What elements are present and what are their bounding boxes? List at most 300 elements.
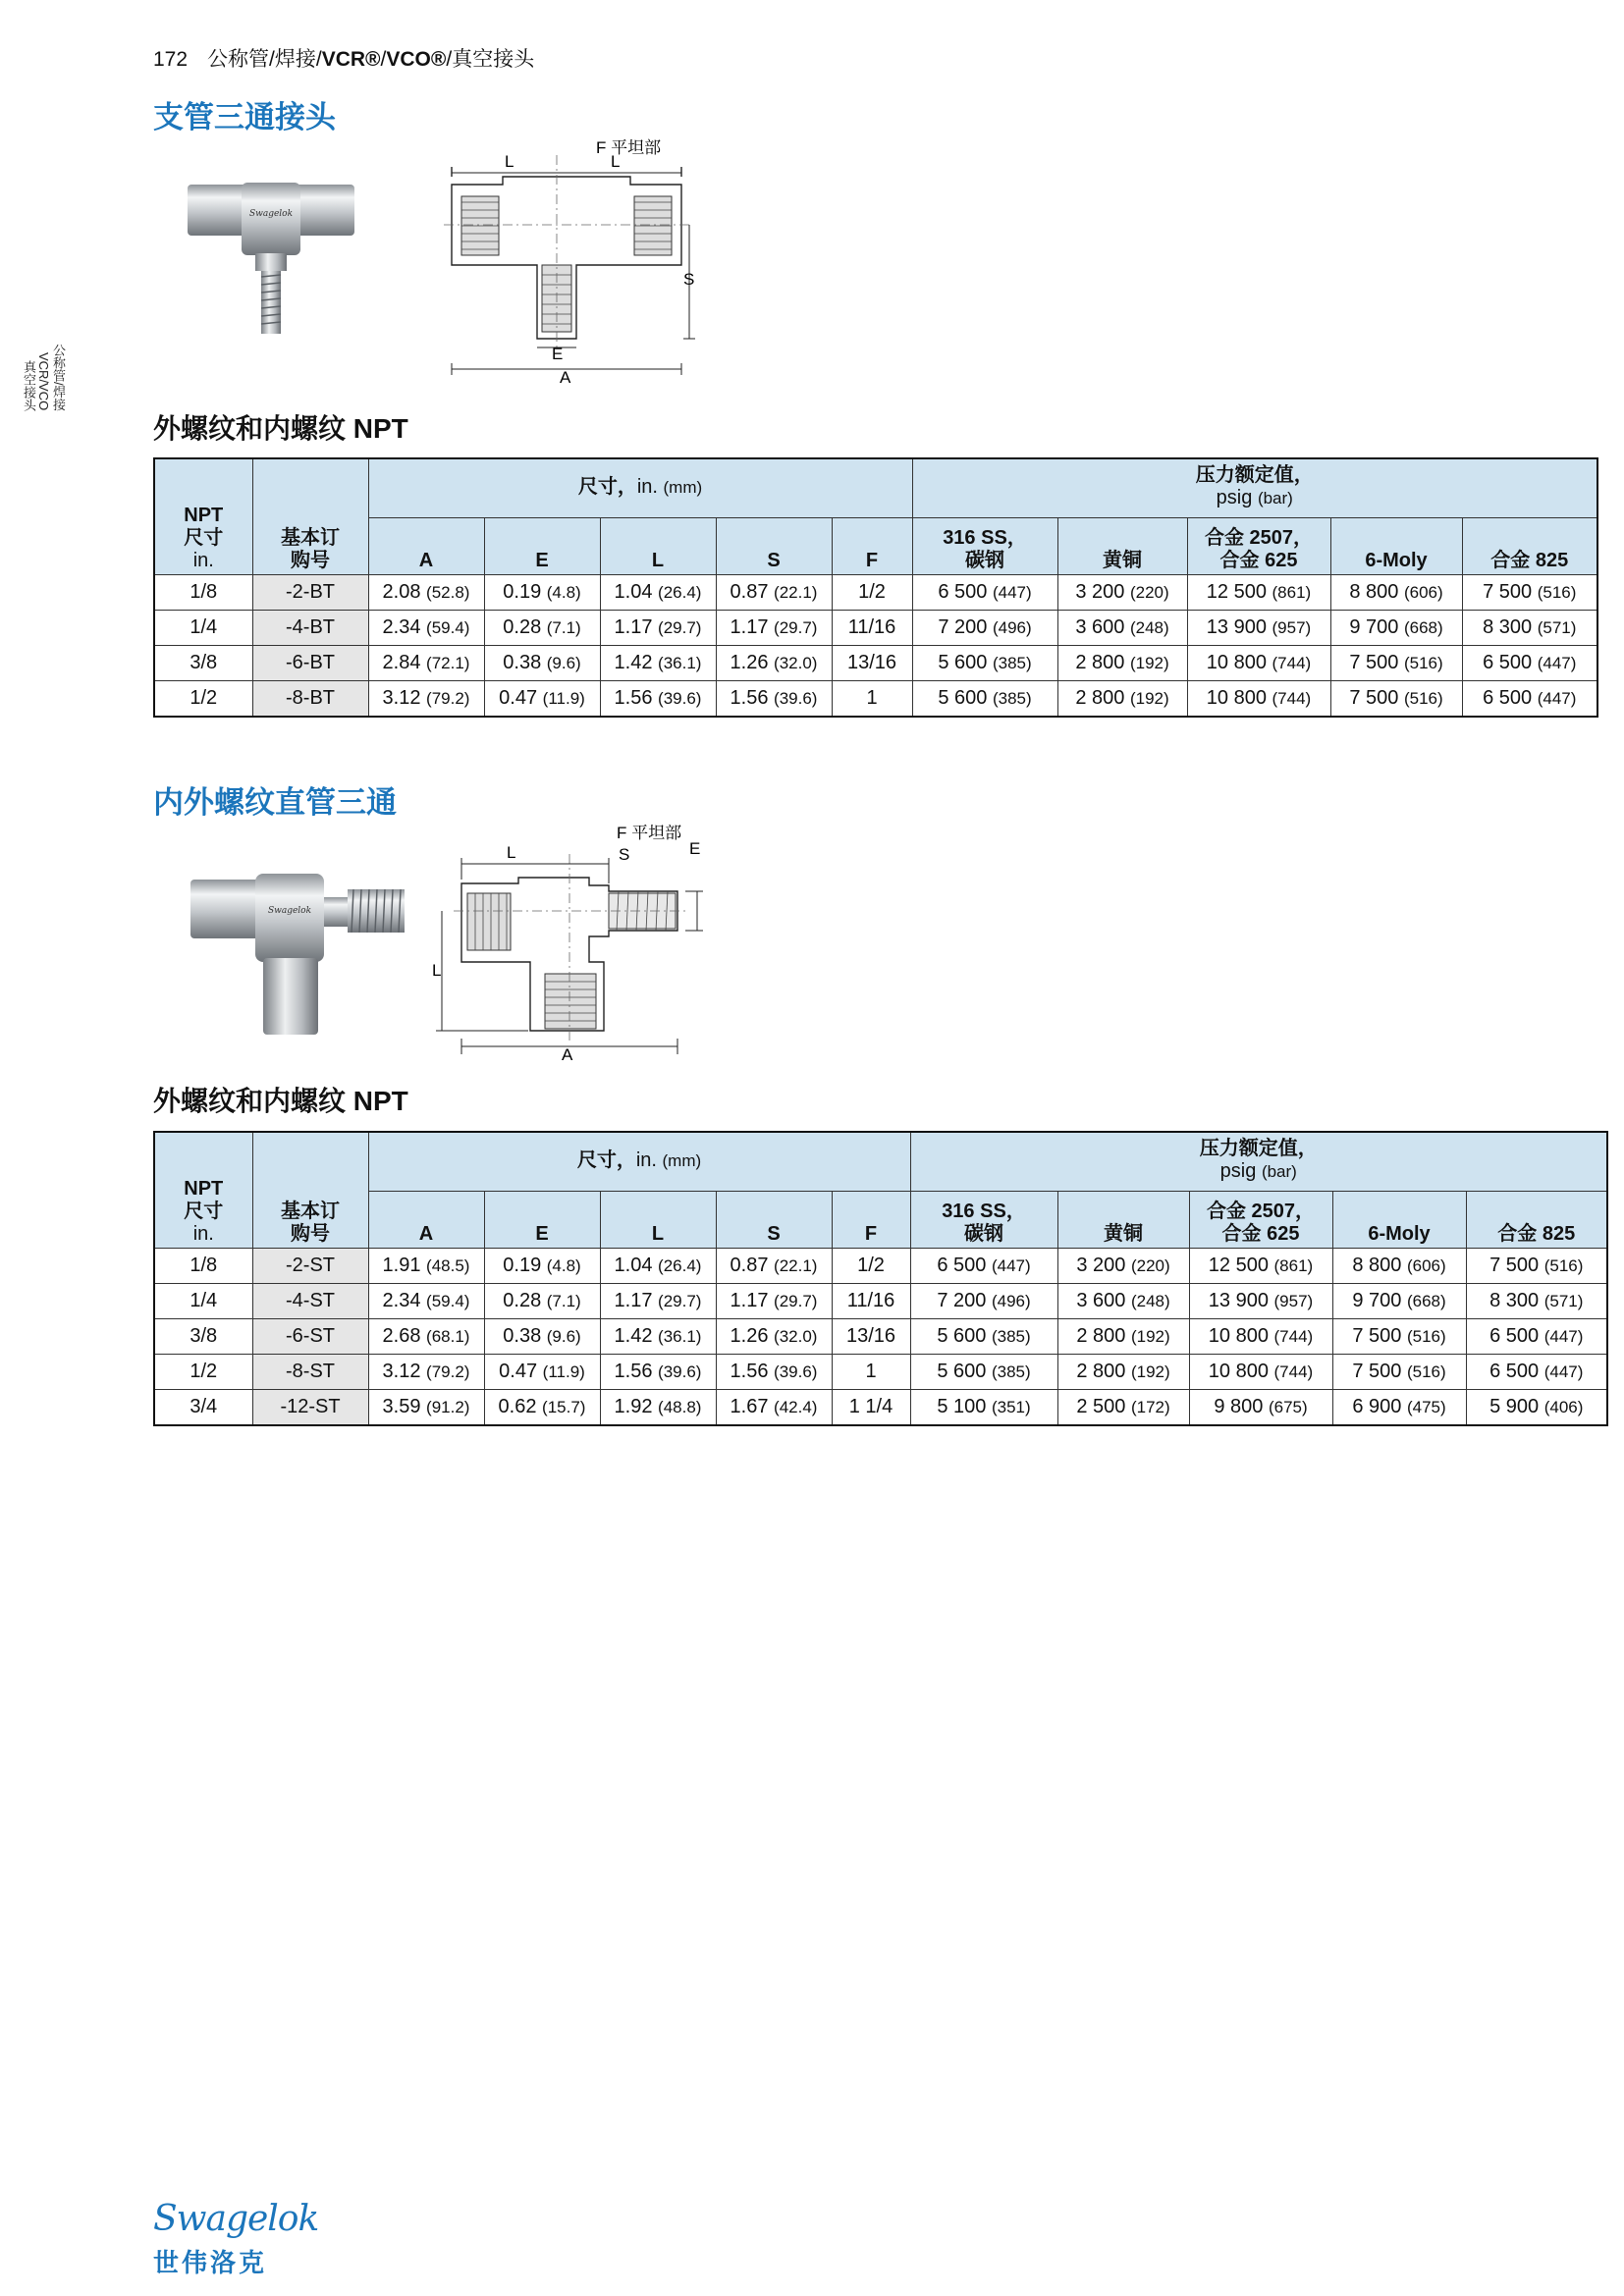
header-title-e: /真空接头: [446, 48, 535, 71]
table-row: [154, 1354, 1607, 1389]
cell-value: 1.56: [614, 686, 653, 709]
th2-npt: [154, 1132, 252, 1248]
cell-paren-value: (36.1): [658, 653, 702, 672]
th-S: S: [716, 517, 832, 574]
th-316ss-2: 碳钢: [965, 549, 1004, 571]
th2-pressure: [910, 1132, 1607, 1191]
th2-S: S: [716, 1191, 832, 1248]
table-cell: [154, 1389, 252, 1425]
cell-paren-value: (48.5): [426, 1255, 470, 1275]
cell-value: 2 800: [1076, 1360, 1126, 1382]
cell-paren-value: (79.2): [426, 688, 470, 708]
cell-paren-value: (220): [1130, 1255, 1170, 1275]
cell-value: 7 200: [938, 615, 988, 638]
table-cell: [1462, 680, 1597, 717]
table-cell: [600, 1389, 716, 1425]
cell-value: 1.17: [614, 1289, 653, 1311]
table-row: [154, 610, 1597, 645]
cell-value: 3.12: [382, 686, 421, 709]
cell-paren-value: (248): [1130, 1291, 1170, 1310]
cell-paren-value: (606): [1403, 582, 1443, 602]
cell-paren-value: (42.4): [774, 1397, 818, 1416]
cell-value: -2-BT: [286, 580, 335, 603]
table-cell: [1466, 1318, 1607, 1354]
cell-paren-value: (9.6): [546, 1326, 581, 1346]
th-npt-label: NPT: [184, 504, 224, 526]
table-cell: [1057, 1389, 1189, 1425]
table-cell: [1057, 1283, 1189, 1318]
table-cell: [910, 1389, 1057, 1425]
cell-paren-value: (7.1): [546, 617, 581, 637]
table-cell: [368, 1354, 484, 1389]
table-cell: [368, 1248, 484, 1283]
cell-paren-value: (11.9): [542, 688, 585, 708]
section1-spec-table: [153, 457, 1598, 718]
cell-paren-value: (385): [992, 688, 1032, 708]
th-dims-label: 尺寸，: [577, 475, 637, 498]
cell-paren-value: (516): [1537, 582, 1577, 602]
cell-paren-value: (516): [1403, 653, 1443, 672]
th-6moly: 6-Moly: [1330, 517, 1462, 574]
table-cell: [368, 610, 484, 645]
th2-order: [252, 1132, 368, 1248]
table-cell: [368, 680, 484, 717]
cell-paren-value: (496): [992, 617, 1032, 637]
cell-paren-value: (475): [1406, 1397, 1446, 1416]
cell-paren-value: (447): [1543, 1362, 1584, 1381]
cell-paren-value: (172): [1130, 1397, 1170, 1416]
cell-paren-value: (447): [992, 582, 1032, 602]
cell-value: 0.28: [503, 1289, 542, 1311]
cell-value: 5 600: [938, 686, 988, 709]
table-cell: [484, 645, 600, 680]
table-cell: [1332, 1248, 1466, 1283]
table-cell: [716, 574, 832, 610]
cell-paren-value: (7.1): [546, 1291, 581, 1310]
table-cell: [484, 1354, 600, 1389]
cell-paren-value: (26.4): [658, 1255, 702, 1275]
cell-paren-value: (192): [1130, 1362, 1170, 1381]
th2-press-bar: (bar): [1261, 1162, 1297, 1182]
table-cell: [1189, 1354, 1332, 1389]
table-cell: [600, 645, 716, 680]
table-row: [154, 1283, 1607, 1318]
table-cell: [600, 574, 716, 610]
cell-value: 1.17: [730, 1289, 769, 1311]
cell-paren-value: (32.0): [774, 653, 818, 672]
table-cell: [1332, 1389, 1466, 1425]
cell-value: -4-ST: [286, 1289, 335, 1311]
table-cell: [1466, 1354, 1607, 1389]
dwg2-label-L2: L: [432, 961, 442, 980]
table-cell: [832, 574, 912, 610]
table-cell: [1330, 574, 1462, 610]
table-cell: [1057, 680, 1187, 717]
cell-paren-value: (29.7): [774, 617, 818, 637]
table-cell: [1057, 610, 1187, 645]
cell-value: 0.28: [503, 615, 542, 638]
cell-paren-value: (4.8): [546, 582, 581, 602]
th2-in-label: in.: [192, 1222, 214, 1245]
cell-paren-value: (32.0): [774, 1326, 818, 1346]
cell-paren-value: (4.8): [546, 1255, 581, 1275]
cell-value: 8 800: [1352, 1254, 1402, 1276]
table-cell: [252, 610, 368, 645]
cell-value: 13 900: [1206, 615, 1267, 638]
table-cell: [716, 1354, 832, 1389]
cell-value: 2.34: [382, 615, 421, 638]
cell-paren-value: (68.1): [426, 1326, 470, 1346]
table-row: [154, 1248, 1607, 1283]
table-cell: [154, 574, 252, 610]
cell-value: 2.68: [382, 1324, 421, 1347]
section2-spec-table: [153, 1131, 1608, 1426]
cell-value: 6 500: [1489, 1324, 1540, 1347]
th2-brass: 黄铜: [1057, 1191, 1189, 1248]
table-cell: [1057, 1354, 1189, 1389]
cell-value: 1.17: [614, 615, 653, 638]
section1-table-body: [154, 574, 1597, 717]
cell-value: 1.92: [614, 1395, 653, 1417]
table-row: [154, 680, 1597, 717]
th2-2507-2: 合金 625: [1221, 1222, 1300, 1245]
th-dims-unit: in.: [636, 475, 658, 498]
th2-2507: [1189, 1191, 1332, 1248]
table-cell: [910, 1283, 1057, 1318]
table-row: [154, 1318, 1607, 1354]
run-tee-drawing: [432, 825, 717, 1060]
cell-value: 7 500: [1483, 580, 1533, 603]
cell-paren-value: (192): [1129, 653, 1169, 672]
th-dims-mm: (mm): [663, 477, 703, 497]
cell-value: 3.12: [382, 1360, 421, 1382]
cell-value: 5 100: [937, 1395, 987, 1417]
th2-npt-label: NPT: [184, 1177, 224, 1200]
th2-6moly: 6-Moly: [1332, 1191, 1466, 1248]
th-316ss-1: 316 SS，: [943, 526, 1027, 549]
table-cell: [1462, 645, 1597, 680]
cell-value: 3 600: [1075, 615, 1125, 638]
table-cell: [832, 1354, 910, 1389]
th2-316ss: [910, 1191, 1057, 1248]
cell-value: 10 800: [1208, 1360, 1269, 1382]
th-2507: [1187, 517, 1330, 574]
table-row: [154, 645, 1597, 680]
th-order-2: 购号: [291, 549, 330, 571]
cell-paren-value: (192): [1129, 688, 1169, 708]
run-tee-photo: [187, 864, 412, 1041]
dwg2-label-L1: L: [507, 843, 516, 862]
table-cell: [368, 1283, 484, 1318]
th2-press-unit: psig: [1219, 1160, 1257, 1183]
cell-paren-value: (72.1): [426, 653, 470, 672]
th-A: A: [368, 517, 484, 574]
cell-value: 0.87: [730, 1254, 769, 1276]
header-title-a: 公称管/焊接/: [207, 48, 322, 71]
cell-paren-value: (744): [1272, 688, 1312, 708]
cell-value: -6-ST: [286, 1324, 335, 1347]
header-title-d: VCO®: [386, 48, 447, 71]
th-2507-1: 合金 2507，: [1204, 526, 1314, 549]
page-number: 172: [153, 48, 189, 71]
table-cell: [154, 1248, 252, 1283]
cell-value: 1.26: [730, 1324, 769, 1347]
table-cell: [832, 1248, 910, 1283]
th-npt: [154, 458, 252, 574]
table-cell: [832, 645, 912, 680]
th2-order-1: 基本订: [281, 1200, 340, 1222]
cell-value: 3.59: [382, 1395, 421, 1417]
cell-paren-value: (447): [1537, 688, 1577, 708]
table-row: [154, 1389, 1607, 1425]
cell-value: 7 500: [1349, 686, 1399, 709]
table-cell: [1057, 645, 1187, 680]
cell-value: 0.38: [503, 651, 542, 673]
cell-value: -12-ST: [280, 1395, 341, 1417]
table-cell: [368, 645, 484, 680]
cell-paren-value: (48.8): [658, 1397, 702, 1416]
table-cell: [716, 1248, 832, 1283]
cell-paren-value: (29.7): [774, 1291, 818, 1310]
cell-value: 2.08: [382, 580, 421, 603]
cell-value: 0.47: [499, 686, 538, 709]
th-in-label: in.: [192, 549, 214, 571]
cell-paren-value: (29.7): [658, 617, 702, 637]
table-cell: [1466, 1389, 1607, 1425]
table-cell: [252, 1283, 368, 1318]
th2-dims-unit: in.: [635, 1148, 657, 1171]
table-cell: [1189, 1283, 1332, 1318]
cell-value: 5 600: [938, 651, 988, 673]
table-cell: [600, 1354, 716, 1389]
th2-press-label: 压力额定值，: [1199, 1138, 1318, 1160]
cell-value: 13/16: [846, 651, 897, 673]
th2-316ss-2: 碳钢: [964, 1222, 1003, 1245]
cell-value: 1/2: [189, 686, 218, 709]
th-825: 合金 825: [1462, 517, 1597, 574]
cell-paren-value: (29.7): [658, 1291, 702, 1310]
cell-paren-value: (22.1): [774, 1255, 818, 1275]
table-cell: [252, 645, 368, 680]
cell-paren-value: (22.1): [774, 582, 818, 602]
cell-value: 5 600: [937, 1324, 987, 1347]
cell-paren-value: (192): [1130, 1326, 1170, 1346]
cell-value: 10 800: [1208, 1324, 1269, 1347]
cell-paren-value: (385): [991, 1362, 1031, 1381]
table-cell: [832, 1318, 910, 1354]
th-L: L: [600, 517, 716, 574]
cell-value: 7 500: [1489, 1254, 1540, 1276]
cell-paren-value: (59.4): [426, 617, 470, 637]
cell-paren-value: (516): [1406, 1362, 1446, 1381]
table-cell: [600, 1318, 716, 1354]
cell-value: 1.26: [730, 651, 769, 673]
page-header: [153, 43, 534, 73]
cell-value: 1.42: [614, 1324, 653, 1347]
cell-value: 1/2: [189, 1360, 218, 1382]
cell-value: 8 800: [1349, 580, 1399, 603]
cell-value: 7 500: [1352, 1324, 1402, 1347]
side-tab-line2: VCR/VCO: [36, 352, 51, 411]
table-cell: [1332, 1318, 1466, 1354]
cell-value: 1/8: [189, 1254, 218, 1276]
cell-value: 6 500: [1483, 651, 1533, 673]
cell-value: 0.62: [498, 1395, 537, 1417]
cell-value: 1 1/4: [848, 1395, 893, 1417]
table-cell: [1057, 1318, 1189, 1354]
header-title-b: VCR®: [321, 48, 381, 71]
cell-paren-value: (447): [991, 1255, 1031, 1275]
table-cell: [832, 680, 912, 717]
cell-value: 1: [866, 686, 878, 709]
cell-value: 12 500: [1208, 1254, 1269, 1276]
table-cell: [1332, 1283, 1466, 1318]
table-cell: [716, 1389, 832, 1425]
cell-value: 12 500: [1206, 580, 1267, 603]
cell-value: -4-BT: [286, 615, 335, 638]
cell-value: 2 500: [1076, 1395, 1126, 1417]
th2-dimensions: [368, 1132, 910, 1191]
table-cell: [912, 645, 1057, 680]
cell-value: 1.42: [614, 651, 653, 673]
table-cell: [1189, 1248, 1332, 1283]
table-cell: [154, 610, 252, 645]
th-press-label: 压力额定值，: [1195, 464, 1314, 487]
photo1-brand: Swagelok: [248, 209, 294, 219]
table-cell: [716, 610, 832, 645]
dwg1-label-E: E: [552, 345, 564, 363]
cell-value: 3/4: [189, 1395, 218, 1417]
cell-paren-value: (668): [1406, 1291, 1446, 1310]
cell-value: 2 800: [1075, 686, 1125, 709]
cell-value: 1/4: [189, 615, 218, 638]
cell-value: 2 800: [1076, 1324, 1126, 1347]
table-cell: [484, 1318, 600, 1354]
logo-brand: Swagelok: [153, 2199, 319, 2239]
header-title-c: /: [380, 48, 387, 71]
th-dimensions: [368, 458, 912, 517]
photo2-brand: Swagelok: [267, 906, 312, 916]
table-cell: [154, 645, 252, 680]
cell-paren-value: (79.2): [426, 1362, 470, 1381]
cell-value: -8-ST: [286, 1360, 335, 1382]
cell-value: 11/16: [846, 1289, 895, 1311]
table-cell: [600, 1248, 716, 1283]
cell-value: 0.38: [503, 1324, 542, 1347]
cell-paren-value: (516): [1406, 1326, 1446, 1346]
cell-paren-value: (39.6): [774, 688, 818, 708]
th-316ss: [912, 517, 1057, 574]
cell-value: 2.34: [382, 1289, 421, 1311]
cell-value: 7 500: [1349, 651, 1399, 673]
cell-paren-value: (668): [1403, 617, 1443, 637]
th-order-1: 基本订: [281, 526, 340, 549]
table-cell: [600, 1283, 716, 1318]
cell-value: 0.87: [730, 580, 769, 603]
table-cell: [716, 1318, 832, 1354]
cell-value: 1/2: [857, 1254, 885, 1276]
cell-value: 3 200: [1075, 580, 1125, 603]
table-cell: [1187, 574, 1330, 610]
cell-value: 7 200: [937, 1289, 987, 1311]
cell-paren-value: (36.1): [658, 1326, 702, 1346]
cell-value: 6 500: [1483, 686, 1533, 709]
cell-paren-value: (744): [1272, 653, 1312, 672]
cell-paren-value: (447): [1543, 1326, 1584, 1346]
table-cell: [484, 1283, 600, 1318]
cell-value: -6-BT: [286, 651, 335, 673]
table-cell: [1057, 1248, 1189, 1283]
table-cell: [716, 1283, 832, 1318]
table-cell: [484, 610, 600, 645]
th-size-label: 尺寸: [184, 526, 224, 549]
cell-paren-value: (957): [1273, 1291, 1314, 1310]
cell-value: 3 600: [1076, 1289, 1126, 1311]
table-cell: [716, 645, 832, 680]
th2-size-label: 尺寸: [184, 1200, 224, 1222]
cell-value: 6 500: [1489, 1360, 1540, 1382]
cell-value: 0.19: [503, 1254, 542, 1276]
section2-subtitle: 外螺纹和内螺纹 NPT: [153, 1086, 408, 1116]
table-cell: [1332, 1354, 1466, 1389]
cell-value: 1/2: [858, 580, 886, 603]
cell-paren-value: (571): [1543, 1291, 1584, 1310]
cell-value: 9 700: [1349, 615, 1399, 638]
cell-value: 11/16: [847, 615, 896, 638]
cell-value: 9 700: [1352, 1289, 1402, 1311]
cell-paren-value: (406): [1543, 1397, 1584, 1416]
table-cell: [1330, 610, 1462, 645]
dwg2-label-A: A: [562, 1045, 573, 1060]
dwg2-label-E: E: [689, 839, 701, 858]
cell-value: 7 500: [1352, 1360, 1402, 1382]
cell-value: 1.67: [730, 1395, 769, 1417]
table-cell: [484, 1248, 600, 1283]
cell-paren-value: (220): [1129, 582, 1169, 602]
th2-2507-1: 合金 2507，: [1206, 1200, 1316, 1222]
logo-brand-cn: 世伟洛克: [153, 2248, 268, 2277]
cell-value: 3/8: [189, 651, 218, 673]
side-tab: [22, 344, 90, 414]
cell-paren-value: (744): [1273, 1362, 1314, 1381]
cell-value: 5 600: [937, 1360, 987, 1382]
table-cell: [910, 1354, 1057, 1389]
cell-paren-value: (675): [1268, 1397, 1308, 1416]
table-cell: [484, 1389, 600, 1425]
cell-value: 13/16: [845, 1324, 896, 1347]
cell-paren-value: (516): [1543, 1255, 1584, 1275]
table-cell: [252, 1354, 368, 1389]
side-tab-line3: 真空接头: [22, 359, 36, 411]
table-cell: [252, 574, 368, 610]
cell-paren-value: (59.4): [426, 1291, 470, 1310]
cell-paren-value: (447): [1537, 653, 1577, 672]
table-cell: [252, 1318, 368, 1354]
cell-paren-value: (39.6): [774, 1362, 818, 1381]
cell-value: 6 500: [938, 580, 988, 603]
table-cell: [910, 1318, 1057, 1354]
cell-paren-value: (744): [1273, 1326, 1314, 1346]
cell-value: -8-BT: [286, 686, 335, 709]
cell-value: -2-ST: [286, 1254, 335, 1276]
cell-paren-value: (385): [992, 653, 1032, 672]
table-cell: [1330, 680, 1462, 717]
table-cell: [368, 574, 484, 610]
branch-tee-drawing: [444, 137, 699, 383]
cell-paren-value: (861): [1273, 1255, 1314, 1275]
cell-value: 2.84: [382, 651, 421, 673]
th2-316ss-1: 316 SS，: [942, 1200, 1026, 1222]
